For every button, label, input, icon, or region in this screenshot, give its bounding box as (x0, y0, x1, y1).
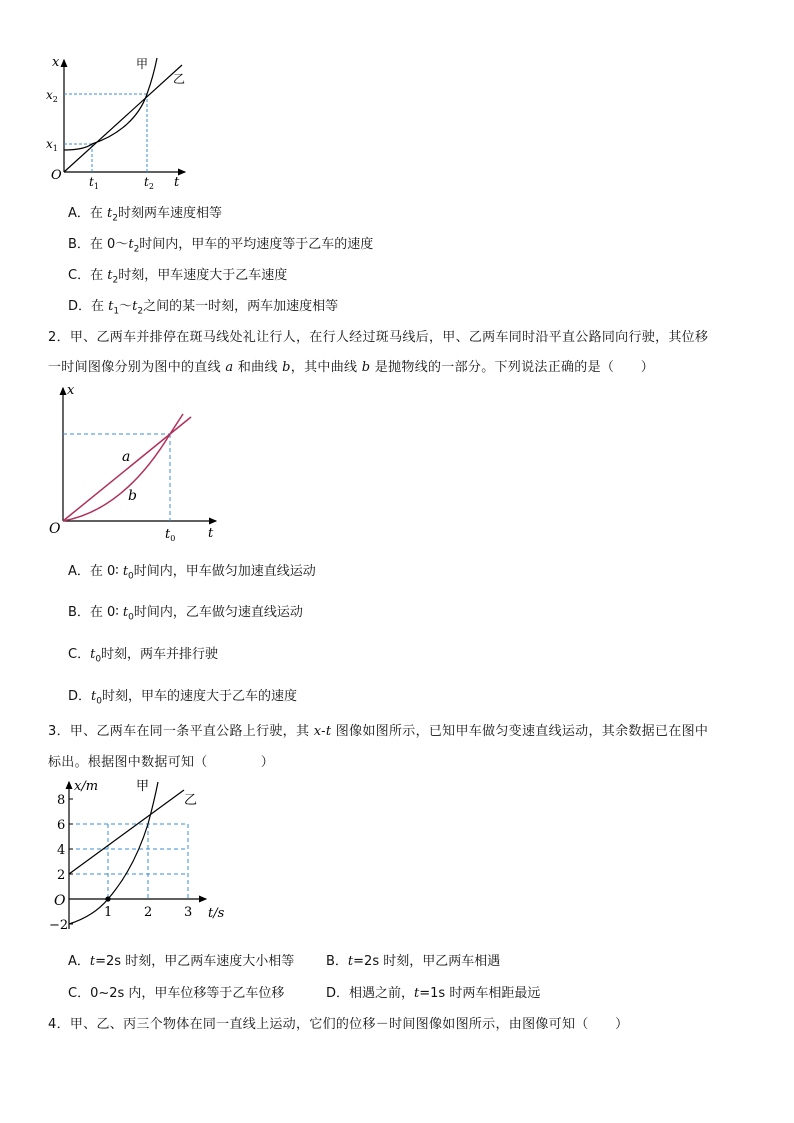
q2-axis-t-label: t (208, 526, 214, 541)
q3-curve-jia (69, 782, 158, 924)
q3-graph (46, 774, 236, 939)
q3-origin-label: O (54, 893, 66, 909)
q3-ytick-4: 4 (57, 843, 66, 858)
q2-label-a: a (122, 449, 131, 465)
q2-stem-line2: 一时间图像分别为图中的直线 a 和曲线 b，其中曲线 b 是抛物线的一部分。下列说法正确的是（ ） (48, 360, 655, 375)
q1-jia-label: 甲 (136, 57, 149, 71)
q3-ytick-8: 8 (57, 793, 66, 808)
q3-axis-t-label: t/s (208, 906, 225, 921)
q1-x1-label: $x_1$ (46, 137, 58, 153)
q3-point-1-0 (105, 896, 110, 901)
q3-stem-line1: 3．甲、乙两车在同一条平直公路上行驶，其 x-t 图像如图所示，已知甲车做匀变速直线运动，其余数据已在图中 (48, 724, 709, 739)
q3-stem-line2: 标出。根据图中数据可知（ ） (48, 755, 275, 770)
q1-line-yi (64, 65, 182, 172)
q1-curve-jia (64, 58, 157, 150)
q1-origin-label: O (51, 168, 62, 183)
q1-t1-label: $t_1$ (89, 175, 99, 191)
q2-curve-b (63, 414, 183, 521)
q3-xtick-3: 3 (184, 905, 193, 920)
q1-option-b: B．在 $0\sim t_2$时间内，甲车的平均速度等于乙车的速度 (68, 237, 374, 255)
q1-graph (40, 48, 200, 196)
q3-ytick-2: 2 (57, 868, 66, 883)
q1-axis-t-label: t (174, 175, 180, 190)
q3-option-b: B．t=2s 时刻，甲乙两车相遇 (326, 954, 501, 969)
q3-ytick-m2: −2 (49, 918, 69, 933)
q1-option-d: D．在 $t_1\sim t_2$之间的某一时刻，两车加速度相等 (68, 299, 339, 317)
q2-graph (44, 380, 234, 548)
q1-option-c: C．在 $t_2$时刻，甲车速度大于乙车速度 (68, 268, 288, 286)
q3-option-a: A．t=2s 时刻，甲乙两车速度大小相等 (68, 954, 295, 969)
q1-t2-label: $t_2$ (144, 175, 154, 191)
q2-stem-line1: 2．甲、乙两车并排停在斑马线处礼让行人，在行人经过斑马线后，甲、乙两车同时沿平直公路同向行驶，其位移 (48, 330, 709, 345)
q2-axis-x-label: x (67, 383, 75, 398)
q2-origin-label: O (49, 521, 61, 537)
q2-option-a: A．在 0∶ $t_0$时间内，甲车做匀加速直线运动 (68, 564, 316, 582)
q3-jia-label: 甲 (136, 779, 150, 794)
q2-t0-label: $t_0$ (165, 527, 176, 543)
q3-axis-x-label: x/m (74, 779, 99, 794)
q1-x2-label: $x_2$ (46, 88, 58, 104)
q2-option-c: C．$t_0$时刻，两车并排行驶 (68, 647, 219, 665)
q1-yi-label: 乙 (173, 72, 186, 86)
q3-option-c: C．0~2s 内，甲车位移等于乙车位移 (68, 986, 285, 1001)
q2-option-b: B．在 0∶ $t_0$时间内，乙车做匀速直线运动 (68, 605, 303, 623)
q2-label-b: b (128, 488, 137, 504)
q3-xtick-2: 2 (144, 905, 153, 920)
q4-stem: 4．甲、乙、丙三个物体在同一直线上运动，它们的位移－时间图像如图所示，由图像可知（ ） (48, 1017, 629, 1032)
q3-yi-label: 乙 (184, 793, 198, 808)
q1-option-a: A．在 $t_2$时刻两车速度相等 (68, 206, 223, 224)
q3-option-d: D．相遇之前，t=1s 时两车相距最远 (326, 986, 541, 1001)
q1-axis-x-label: x (52, 55, 60, 70)
q3-xtick-1: 1 (104, 905, 113, 920)
q3-line-yi (69, 790, 184, 874)
q2-option-d: D．$t_0$时刻，甲车的速度大于乙车的速度 (68, 689, 297, 707)
q3-ytick-6: 6 (57, 818, 66, 833)
